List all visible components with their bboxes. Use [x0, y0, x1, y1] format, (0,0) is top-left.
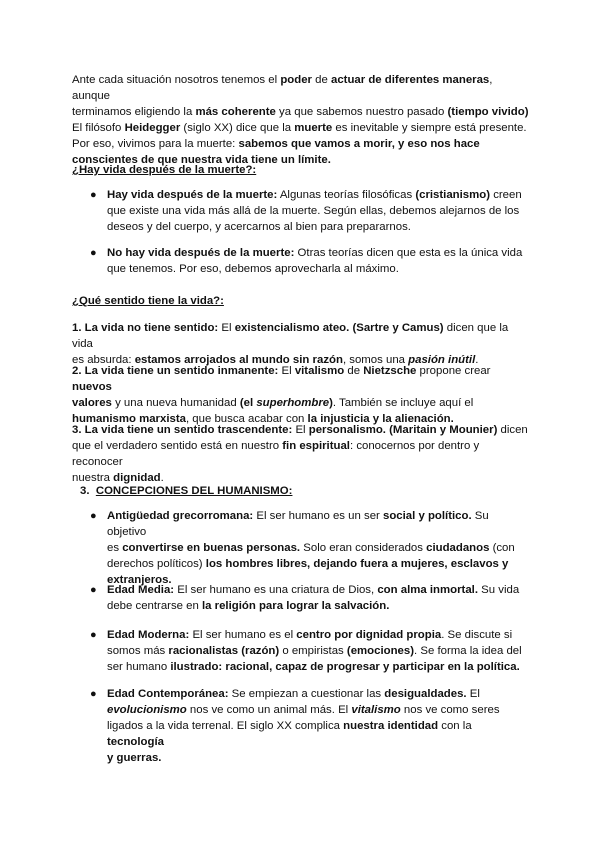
intro-line: terminamos eligiendo la más coherente ya que sabemos nuestro pasado (tiempo vivido) [72, 106, 529, 118]
list-item: ● No hay vida después de la muerte: Otras teorías dicen que esta es la única vida que tenemos. Por eso, debemos aprovecharla al máximo. [90, 247, 523, 275]
list-item: ● Edad Contemporánea: Se empiezan a cuestionar las desigualdades. El evolucionismo nos ve como un animal más. El vitalismo nos ve como seres ligados a la vida terrenal. El siglo XX complica nuestra identidad con la tecnología y guerras. [90, 688, 500, 764]
section-heading-humanism: 3. CONCEPCIONES DEL HUMANISMO: [80, 485, 293, 497]
list-item: ● Hay vida después de la muerte: Algunas teorías filosóficas (cristianismo) creen que existe una vida más allá de la muerte. Según ellas, debemos alejarnos de los deseos y del cuerpo, y acercarnos al bien para prepararnos. [90, 189, 522, 233]
meaning-paragraph-3: 3. La vida tiene un sentido trascendente: El personalismo. (Maritain y Mounier) dicen que el verdadero sentido está en nuestro fin espiritual: conocernos por dentro y reconocer nuestra dignidad. [72, 424, 528, 484]
bullet-icon: ● [90, 688, 97, 700]
intro-line: El filósofo Heidegger (siglo XX) dice que la muerte es inevitable y siempre está presente. [72, 122, 527, 134]
bullet-icon: ● [90, 629, 97, 641]
section-heading-meaning: ¿Qué sentido tiene la vida?: [72, 295, 224, 307]
intro-line: conscientes de que nuestra vida tiene un límite. [72, 154, 331, 166]
humanism-list [90, 582, 530, 614]
intro-paragraph [72, 72, 532, 168]
meaning-paragraph-1: 1. La vida no tiene sentido: El existencialismo ateo. (Sartre y Camus) dicen que la vida es absurda: estamos arrojados al mundo sin razón, somos una pasión inútil. [72, 322, 509, 366]
bullet-icon: ● [90, 247, 97, 259]
humanism-list [90, 508, 530, 588]
humanism-list [90, 686, 530, 766]
bullet-icon: ● [90, 510, 97, 522]
intro-line: Ante cada situación nosotros tenemos el poder de actuar de diferentes maneras, aunque [72, 74, 493, 102]
list-item: ● Edad Moderna: El ser humano es el centro por dignidad propia. Se discute si somos más racionalistas (razón) o empiristas (emociones). Se forma la idea del ser humano ilustrado: racional, capaz de progresar y participar en la política. [90, 629, 522, 673]
list-item: ● Edad Media: El ser humano es una criatura de Dios, con alma inmortal. Su vida debe centrarse en la religión para lograr la salvación. [90, 584, 520, 612]
humanism-list [90, 627, 530, 675]
section-heading-afterlife: ¿Hay vida después de la muerte?: [72, 164, 257, 176]
bullet-icon: ● [90, 189, 97, 201]
afterlife-list [90, 187, 530, 235]
meaning-paragraph-2: 2. La vida tiene un sentido inmanente: El vitalismo de Nietzsche propone crear nuevos valores y una nueva humanidad (el superhombre). También se incluye aquí el humanismo marxista, que busca acabar con la injusticia y la alienación. [72, 365, 491, 425]
afterlife-list [90, 245, 530, 277]
bullet-icon: ● [90, 584, 97, 596]
list-item: ● Antigüedad grecorromana: El ser humano es un ser social y político. Su objetivo es convertirse en buenas personas. Solo eran considerados ciudadanos (con derechos políticos) los hombres libres, dejando fuera a mujeres, esclavos y extranjeros. [90, 510, 515, 586]
intro-line: Por eso, vivimos para la muerte: sabemos que vamos a morir, y eso nos hace [72, 138, 480, 150]
